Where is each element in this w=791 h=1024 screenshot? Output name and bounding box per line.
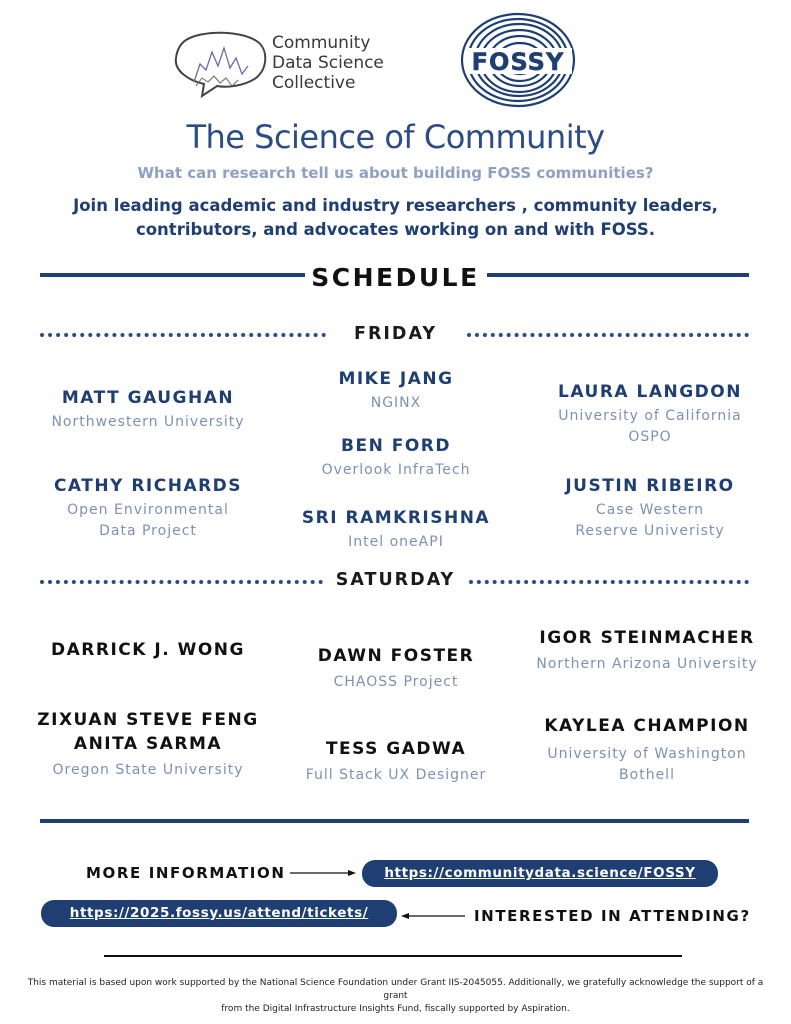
saturday-heading: SATURDAY	[335, 570, 456, 590]
speaker-name: MATT GAUGHAN	[61, 388, 235, 408]
speaker-name: ZIXUAN STEVE FENG	[37, 710, 259, 730]
speaker-ben-ford	[280, 436, 512, 481]
intro-line-1: Join leading academic and industry researchers , community leaders,	[73, 196, 718, 215]
speaker-name: LAURA LANGDON	[558, 382, 742, 402]
attend-label: INTERESTED IN ATTENDING?	[474, 907, 751, 925]
speaker-org: Overlook InfraTech	[321, 462, 471, 478]
speaker-name: IGOR STEINMACHER	[539, 628, 755, 648]
speaker-name-2: ANITA SARMA	[73, 734, 223, 754]
speaker-org: Full Stack UX Designer	[305, 767, 487, 783]
intro-text	[60, 194, 731, 242]
speaker-org: Case Western	[595, 502, 705, 518]
speaker-dawn-foster	[280, 646, 512, 693]
speaker-name: JUSTIN RIBEIRO	[565, 476, 735, 496]
friday-rule-left	[40, 333, 326, 337]
cdsc-wordmark	[272, 33, 402, 93]
speaker-org: Northern Arizona University	[536, 656, 758, 672]
footer-rule	[104, 955, 682, 957]
intro-line-2: contributors, and advocates working on and with FOSS.	[135, 220, 656, 239]
speaker-name: SRI RAMKRISHNA	[301, 508, 491, 528]
more-info-label: MORE INFORMATION	[86, 864, 286, 882]
schedule-heading: SCHEDULE	[311, 263, 480, 292]
cdsc-line-2: Data Science	[272, 53, 384, 73]
speaker-name: KAYLEA CHAMPION	[544, 716, 750, 736]
fossy-logo	[458, 10, 578, 110]
speaker-laura-langdon	[530, 382, 770, 448]
speaker-org-line-2: Data Project	[99, 523, 197, 539]
friday-rule-right	[467, 333, 749, 337]
speaker-igor-steinmacher	[520, 628, 774, 675]
more-info-link[interactable]: https://communitydata.science/FOSSY	[362, 860, 718, 887]
fossy-wordmark: FOSSY	[471, 48, 565, 76]
speaker-org: Open Environmental	[67, 502, 229, 518]
saturday-rule-left	[40, 580, 323, 584]
speaker-org: Oregon State University	[52, 762, 244, 778]
speaker-org-line-2: OSPO	[628, 429, 672, 445]
speaker-name: CATHY RICHARDS	[53, 476, 243, 496]
speaker-org: Intel oneAPI	[348, 534, 444, 550]
speaker-org: University of Washington	[547, 746, 747, 762]
schedule-bottom-rule	[40, 819, 749, 823]
left-arrow-icon	[401, 911, 465, 921]
speaker-name: MIKE JANG	[338, 369, 454, 389]
cdsc-line-1: Community	[272, 33, 371, 53]
cdsc-line-3: Collective	[272, 73, 356, 93]
page-subtitle: What can research tell us about building FOSS communities?	[137, 164, 654, 182]
speaker-org: Northwestern University	[51, 414, 245, 430]
funding-note-line-2: from the Digital Infrastructure Insights Fund, fiscally supported by Aspiration.	[221, 1004, 570, 1014]
funding-note	[20, 977, 771, 1016]
speaker-matt-gaughan	[20, 388, 276, 433]
speaker-org-line-2: Reserve Univeristy	[575, 523, 725, 539]
funding-note-line-1: This material is based upon work supported by the National Science Foundation under Grant IIS-2045055. Additionally, we gratefully acknowledge the support of a grant	[27, 978, 764, 1001]
saturday-rule-right	[469, 580, 749, 584]
speaker-name: BEN FORD	[341, 436, 451, 456]
speaker-justin-ribeiro	[530, 476, 770, 542]
speaker-org: CHAOSS Project	[333, 674, 459, 690]
speaker-tess-gadwa	[280, 739, 512, 786]
speaker-feng-sarma	[20, 710, 276, 781]
speaker-cathy-richards	[20, 476, 276, 542]
speaker-mike-jang	[280, 369, 512, 414]
schedule-rule-left	[40, 273, 305, 277]
cdsc-logo	[172, 30, 392, 100]
speaker-kaylea-champion	[520, 716, 774, 786]
speaker-name: TESS GADWA	[325, 739, 467, 759]
schedule-rule-right	[487, 273, 749, 277]
speaker-darrick-wong	[20, 640, 276, 660]
speaker-org-line-2: Bothell	[619, 767, 675, 783]
attend-tickets-link[interactable]: https://2025.fossy.us/attend/tickets/	[41, 900, 397, 927]
speaker-name: DARRICK J. WONG	[51, 640, 245, 660]
speaker-sri-ramkrishna	[280, 508, 512, 553]
speaker-org: NGINX	[370, 395, 422, 411]
page-title: The Science of Community	[186, 118, 605, 156]
speaker-org: University of California	[558, 408, 742, 424]
right-arrow-icon	[290, 868, 356, 878]
friday-heading: FRIDAY	[353, 324, 437, 344]
speech-bubble-chart-icon	[172, 30, 272, 100]
speaker-name: DAWN FOSTER	[317, 646, 475, 666]
fossy-tree-rings-icon	[458, 10, 578, 110]
